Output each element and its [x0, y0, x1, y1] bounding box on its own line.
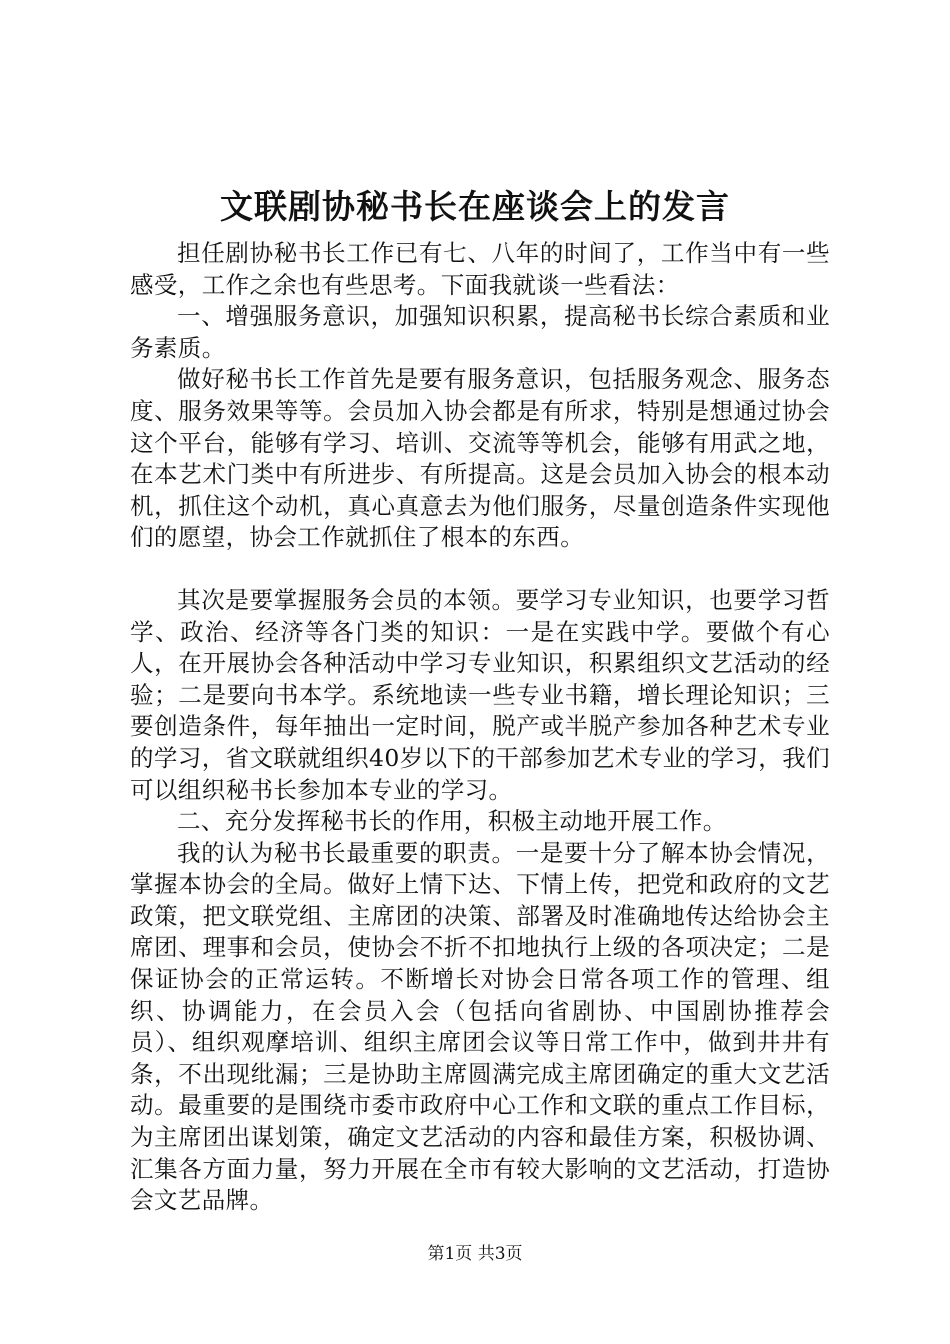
page-footer: 第1页 共3页 [427, 1244, 523, 1264]
paragraph-service-awareness: 做好秘书长工作首先是要有服务意识，包括服务观念、服务态度、服务效果等等。会员加入协会都是有所求，特别是想通过协会这个平台，能够有学习、培训、交流等等机会，能够有用武之地，在本艺术门类中有所进步、有所提高。这是会员加入协会的根本动机，抓住这个动机，真心真意去为他们服务，尽量创造条件实现他们的愿望，协会工作就抓住了根本的东西。 [130, 365, 830, 552]
paragraph-gap [130, 554, 830, 585]
paragraph-responsibilities: 我的认为秘书长最重要的职责。一是要十分了解本协会情况，掌握本协会的全局。做好上情下达、下情上传，把党和政府的文艺政策，把文联党组、主席团的决策、部署及时准确地传达给协会主席团、理事和会员，使协会不折不扣地执行上级的各项决定；二是保证协会的正常运转。不断增长对协会日常各项工作的管理、组织、协调能力，在会员入会（包括向省剧协、中国剧协推荐会员）、组织观摩培训、组织主席团会议等日常工作中，做到井井有条，不出现纰漏；三是协助主席圆满完成主席团确定的重大文艺活动。最重要的是围绕市委市政府中心工作和文联的重点工作目标，为主席团出谋划策，确定文艺活动的内容和最佳方案，积极协调、汇集各方面力量，努力开展在全市有较大影响的文艺活动，打造协会文艺品牌。 [130, 838, 830, 1215]
paragraph-skills: 其次是要掌握服务会员的本领。要学习专业知识，也要学习哲学、政治、经济等各门类的知识：一是在实践中学。要做个有心人，在开展协会各种活动中学习专业知识，积累组织文艺活动的经验；二是要向书本学。系统地读一些专业书籍，增长理论知识；三要创造条件，每年抽出一定时间，脱产或半脱产参加各种艺术专业的学习，省文联就组织40岁以下的干部参加艺术专业的学习，我们可以组织秘书长参加本专业的学习。 [130, 585, 830, 804]
section-heading-1: 一、增强服务意识，加强知识积累，提高秘书长综合素质和业务素质。 [130, 302, 830, 362]
document-title: 文联剧协秘书长在座谈会上的发言 [220, 187, 730, 226]
paragraph-intro: 担任剧协秘书长工作已有七、八年的时间了，工作当中有一些感受，工作之余也有些思考。下面我就谈一些看法： [130, 239, 830, 299]
document-body [130, 238, 830, 1217]
section-heading-2: 二、充分发挥秘书长的作用，积极主动地开展工作。 [177, 807, 727, 836]
